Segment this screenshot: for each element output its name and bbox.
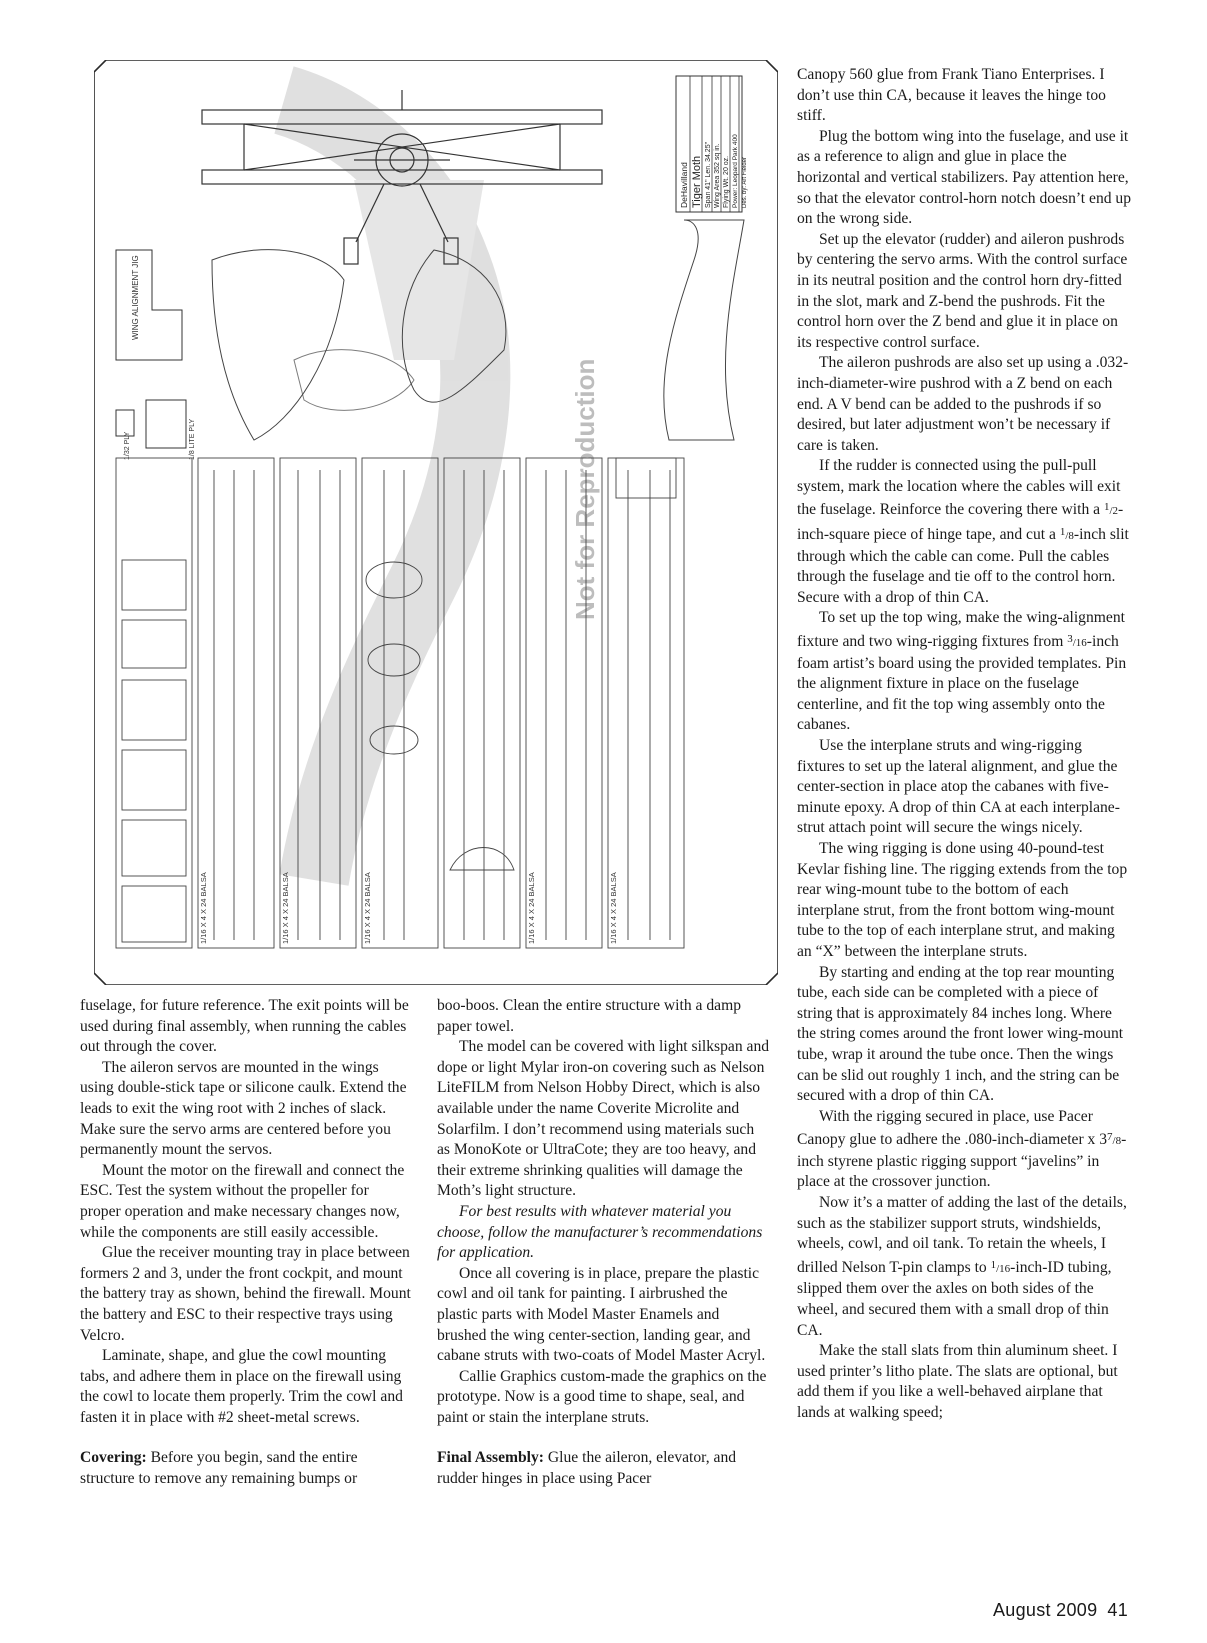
paragraph: Once all covering is in place, prepare the plastic cowl and oil tank for painting. I airbrushed the plastic parts with Model Master Enamels and brushed the wing center-section, landing gear, and cabane struts with two-coats of Model Master Acryl.	[437, 1264, 766, 1365]
title-line-7: Des. by: Art Fielder	[742, 156, 748, 208]
page-number: 41	[1107, 1600, 1129, 1620]
paragraph: The aileron servos are mounted in the wings using double-stick tape or silicone caulk. Extend the leads to exit the wing root with 2 inches of slack. Make sure the servo arms are centered before you permanently mount the servos.	[80, 1058, 407, 1159]
paragraph: Glue the receiver mounting tray in place between formers 2 and 3, under the front cockpit, and mount the battery tray as shown, behind the firewall. Mount the battery and ESC to their respective trays using Velcro.	[80, 1244, 411, 1344]
paragraph	[797, 608, 1132, 736]
plans-drawing	[94, 60, 778, 985]
section-head-covering: Covering:	[80, 1449, 147, 1467]
paragraph: The model can be covered with light silkspan and dope or light Mylar iron-on covering such as Nelson LiteFILM from Nelson Hobby Direct, which is also available under the name Coverite Microlite and Solarfilm. I don’t recommend using materials such as MonoKote or UltraCote; they are too heavy, and their extreme shrinking qualities will damage the Moth’s light structure.	[437, 1038, 770, 1200]
paragraph: Laminate, shape, and glue the cowl mounting tabs, and adhere them in place on the firewall using the cowl to locate them properly. Trim the cowl and fasten it in place with #2 sheet-metal screws.	[80, 1347, 403, 1426]
section-head-final-assembly: Final Assembly:	[437, 1449, 545, 1467]
paragraph: Set up the elevator (rudder) and aileron pushrods by centering the servo arms. With the control surface in its neutral position and the control horn dry-fitted in the slot, mark and Z-bend the pushrods. Fit the control horn over the Z bend and glue it in place on its respective control surface.	[797, 230, 1128, 351]
fraction-numerator: 1	[990, 1258, 997, 1271]
paragraph: The aileron pushrods are also set up using a .032-inch-diameter-wire pushrod with a Z bend on each end. A V bend can be added to the pushrods if so desired, but later adjustment won’t be necessary if care is taken.	[797, 354, 1129, 454]
paragraph	[797, 1193, 1132, 1341]
sheet-label-1: 1/16 X 4 X 24 BALSA	[199, 872, 208, 944]
paragraph: Plug the bottom wing into the fuselage, and use it as a reference to align and glue in place the horizontal and vertical stabilizers. Pay attention here, so that the elevator control-horn notch doesn’t end up on the wrong side.	[797, 127, 1132, 228]
ply-small-label: 1/32 PLY	[124, 431, 131, 460]
issue-date: August 2009	[993, 1600, 1098, 1620]
jig-label: WING ALIGNMENT JIG	[131, 255, 140, 340]
sheet-label-3: 1/16 X 4 X 24 BALSA	[363, 872, 372, 944]
fraction-denominator: /8	[1112, 1135, 1122, 1148]
fraction-denominator: /16	[996, 1262, 1011, 1275]
paragraph-covering	[80, 1448, 412, 1489]
title-line-2: Tiger Moth	[691, 155, 703, 208]
text-run: To set up the top wing, make the wing-alignment fixture and two wing-rigging fixtures from	[797, 609, 1125, 651]
title-line-6: Power: Leopard Park 400	[732, 134, 739, 208]
text-run: If the rudder is connected using the pull-pull system, mark the location where the cables will exit the fuselage. Reinforce the covering there with a	[797, 457, 1121, 519]
text-run: -inch styrene plastic rigging support “javelins” in place at the crossover junction.	[797, 1131, 1127, 1191]
fraction-denominator: /8	[1065, 530, 1074, 543]
text-column-2	[437, 996, 770, 1490]
fraction-numerator: 1	[1059, 526, 1066, 539]
title-line-1: DeHavilland	[679, 162, 689, 208]
title-line-5: Flying Wt. 20 oz.	[723, 155, 730, 208]
paragraph: Mount the motor on the firewall and connect the ESC. Test the system without the propeller for proper operation and make necessary changes now, while the components are still easily accessible.	[80, 1161, 405, 1241]
paragraph: Callie Graphics custom-made the graphics on the prototype. Now is a good time to shape, seal, and paint or stain the interplane struts.	[437, 1367, 767, 1426]
text-column-3	[797, 65, 1132, 1424]
fraction-denominator: /2	[1109, 505, 1119, 518]
paragraph: boo-boos. Clean the entire structure with a damp paper towel.	[437, 997, 741, 1035]
text-run: -inch foam artist’s board using the provided templates. Pin the alignment fixture in place on the fuselage centerline, and fit the top wing assembly onto the cabanes.	[797, 633, 1127, 734]
fraction-numerator: 1	[1103, 501, 1110, 514]
paragraph	[797, 1107, 1132, 1193]
paragraph: By starting and ending at the top rear mounting tube, each side can be completed with a piece of string that is approximately 84 inches long. Where the string comes around the front lower wing-mount tube, wrap it around the tube once. Then the wings can be slid out roughly 1 inch, and the string can be secured with a drop of thin CA.	[797, 963, 1124, 1105]
text-run: -inch-ID tubing, slipped them over the axles on both sides of the wheel, and secured them with a small drop of thin CA.	[797, 1258, 1112, 1339]
ply-lite-label: 1/8 LITE PLY	[189, 418, 196, 460]
title-block	[676, 76, 748, 212]
paragraph: The wing rigging is done using 40-pound-test Kevlar fishing line. The rigging extends from the top rear wing-mount tube to the bottom of each interplane strut, from the front bottom wing-mount tube to the top of each interplane strut, and making an “X” between the interplane struts.	[797, 839, 1128, 960]
sheet-label-2: 1/16 X 4 X 24 BALSA	[281, 872, 290, 944]
paragraph: Canopy 560 glue from Frank Tiano Enterprises. I don’t use thin CA, because it leaves the hinge too stiff.	[797, 66, 1106, 125]
text-run: With the rigging secured in place, use Pacer Canopy glue to adhere the .080-inch-diameter x 3	[797, 1107, 1108, 1149]
sheet-label-5: 1/16 X 4 X 24 BALSA	[609, 872, 618, 944]
paragraph: Make the stall slats from thin aluminum sheet. I used printer’s litho plate. The slats are optional, but add them if you like a well-behaved airplane that lands at walking speed;	[797, 1342, 1118, 1421]
paragraph	[797, 456, 1132, 608]
paragraph-text: Before you begin, sand the entire structure to remove any remaining bumps or	[80, 1449, 358, 1488]
paragraph: Use the interplane struts and wing-rigging fixtures to set up the lateral alignment, and glue the center-section in place atop the cabanes with five-minute epoxy. A drop of thin CA at each interplane-strut attach point will secure the wings nicely.	[797, 737, 1120, 837]
text-run: -inch slit through which the cable can come. Pull the cables through the fuselage and tie off to the control horn. Secure with a drop of thin CA.	[797, 526, 1129, 606]
fraction-denominator: /16	[1072, 637, 1087, 650]
fraction-numerator: 3	[1067, 633, 1073, 646]
title-line-4: Wing Area 352 sq in.	[714, 143, 721, 208]
page-footer	[993, 1600, 1128, 1621]
sheet-label-4: 1/16 X 4 X 24 BALSA	[527, 872, 536, 944]
paragraph: fuselage, for future reference. The exit points will be used during final assembly, when running the cables out through the cover.	[80, 997, 409, 1056]
text-run: Now it’s a matter of adding the last of the details, such as the stabilizer support struts, windshields, wheels, cowl, and oil tank. To retain the wheels, I drilled Nelson T-pin clamps to	[797, 1194, 1127, 1276]
title-line-3: Span 41" Len. 34.25"	[705, 141, 712, 208]
watermark-text: Not for Reproduction	[570, 358, 600, 620]
fraction-numerator: 7	[1107, 1131, 1113, 1144]
text-column-1	[80, 996, 412, 1490]
paragraph-final-assembly	[437, 1448, 770, 1489]
paragraph-italic: For best results with whatever material you choose, follow the manufacturer’s recommendations for application.	[437, 1202, 763, 1262]
paragraph-text: Glue the aileron, elevator, and rudder hinges in place using Pacer	[437, 1449, 737, 1488]
text-run: -inch-square piece of hinge tape, and cut a	[797, 501, 1124, 544]
